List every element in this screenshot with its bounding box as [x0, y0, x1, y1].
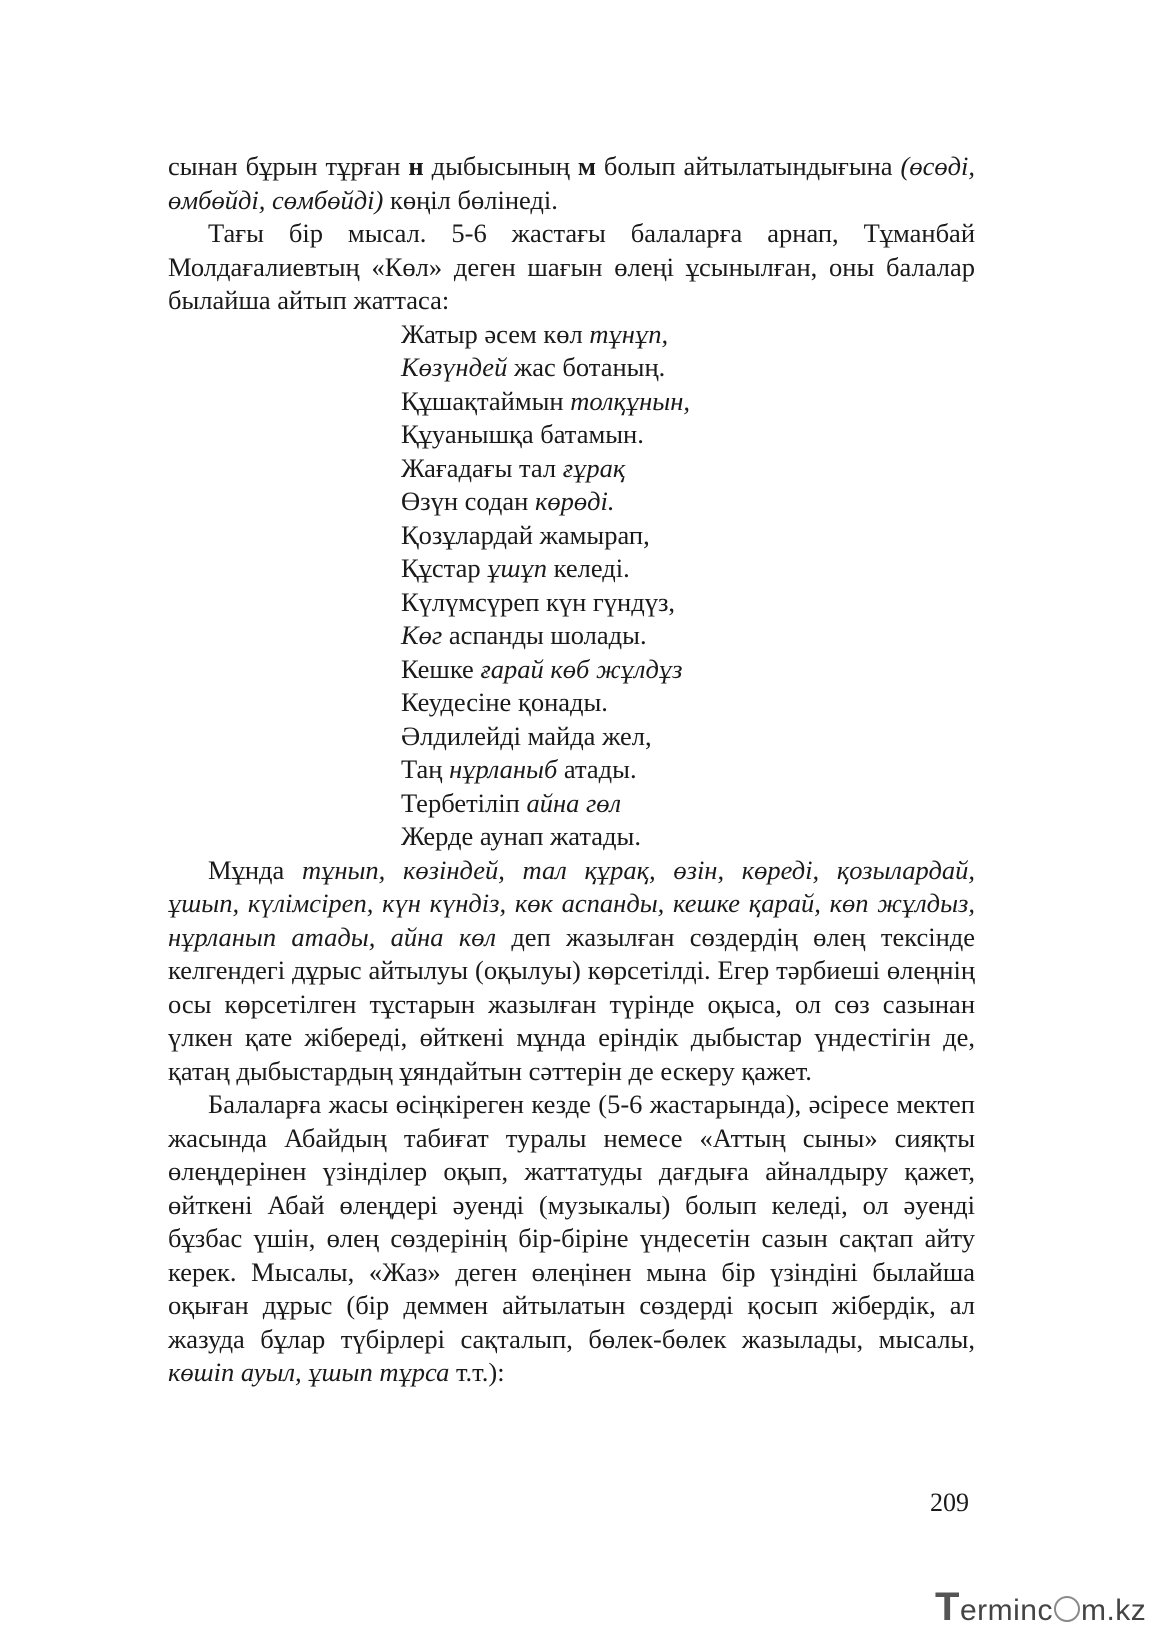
poem-line: Көг аспанды шолады.	[401, 620, 647, 650]
page-body	[168, 150, 975, 1390]
poem-line: Таң нұрланыб атады.	[401, 754, 637, 784]
paragraph-3: Мұнда тұнып, көзіндей, тал құрақ, өзін, көреді, қозылардай, ұшып, күлімсіреп, күн күндіз, көк аспанды, кешке қарай, көп жұлдыз, нұрланып атады, айна көл деп жазылған сөздердің өлең тексінде келгендегі дұрыс айтылуы (оқылуы) көрсетілді. Егер тәрбиеші өлеңнің осы көрсетілген тұстарын жазылған түрінде оқыса, ол сөз сазынан үлкен қате жібереді, өйткені мұнда еріндік дыбыстар үндестігін де, қатаң дыбыстардың ұяндайтын сәттерін де ескеру қажет.	[168, 854, 975, 1086]
poem-block	[401, 318, 975, 854]
poem-line: Жерде аунап жатады.	[401, 821, 641, 851]
poem-line: Құстар ұшұп келеді.	[401, 553, 630, 583]
poem-line: Тербетіліп айна гөл	[401, 787, 622, 818]
paragraph-2: Тағы бір мысал. 5-6 жастағы балаларға арнап, Тұманбай Молдағалиевтың «Көл» деген шағын өлеңі ұсынылған, оны балалар былайша айтып жаттаса:	[168, 218, 975, 315]
paragraph-4: Балаларға жасы өсіңкіреген кезде (5-6 жастарында), әсіресе мектеп жасында Абайдың табиғат туралы немесе «Аттың сыны» сияқты өлеңдерінен үзінділер оқып, жаттатуды дағдыға айналдыру қажет, өйткені Абай өлеңдері әуенді (музыкалы) болып келеді, ол әуенді бұзбас үшін, өлең сөздерінің бір-біріне үндесетін сазын сақтап айту керек. Мысалы, «Жаз» деген өлеңінен мына бір үзіндіні былайша оқыған дұрыс (бір деммен айтылатын сөздерді қосып жібердік, ал жазуда бұлар түбірлері сақталып, бөлек-бөлек жазылады, мысалы, көшіп ауыл, ұшып тұрса т.т.):	[168, 1089, 975, 1387]
paragraph-1: сынан бұрын тұрған н дыбысының м болып айтылатындығына (өсөді, өмбөйді, сөмбөйді) көңіл бөлінеді.	[168, 151, 975, 215]
poem-line: Кешке ғарай көб жұлдұз	[401, 653, 683, 684]
poem-line: Өзүн содан көрөді.	[401, 486, 615, 516]
poem-line: Қозұлардай жамырап,	[401, 519, 650, 550]
poem-line: Жағадағы тал ғұрақ	[401, 452, 626, 483]
site-watermark: Terminc m.kz	[935, 1585, 1147, 1629]
circle-logo-icon	[1054, 1596, 1080, 1622]
poem-line: Кеудесіне қонады.	[401, 687, 608, 717]
poem-line: Күлүмсүреп күн гүндүз,	[401, 586, 676, 617]
poem-line: Әлдилейді майда жел,	[401, 720, 652, 751]
poem-line: Құуанышқа батамын.	[401, 419, 644, 449]
poem-line: Көзүндей жас ботаның.	[401, 352, 666, 382]
page-number: 209	[930, 1488, 969, 1517]
poem-line: Жатыр әсем көл тұнұп,	[401, 318, 669, 349]
poem-line: Құшақтаймын толқұнын,	[401, 385, 690, 416]
